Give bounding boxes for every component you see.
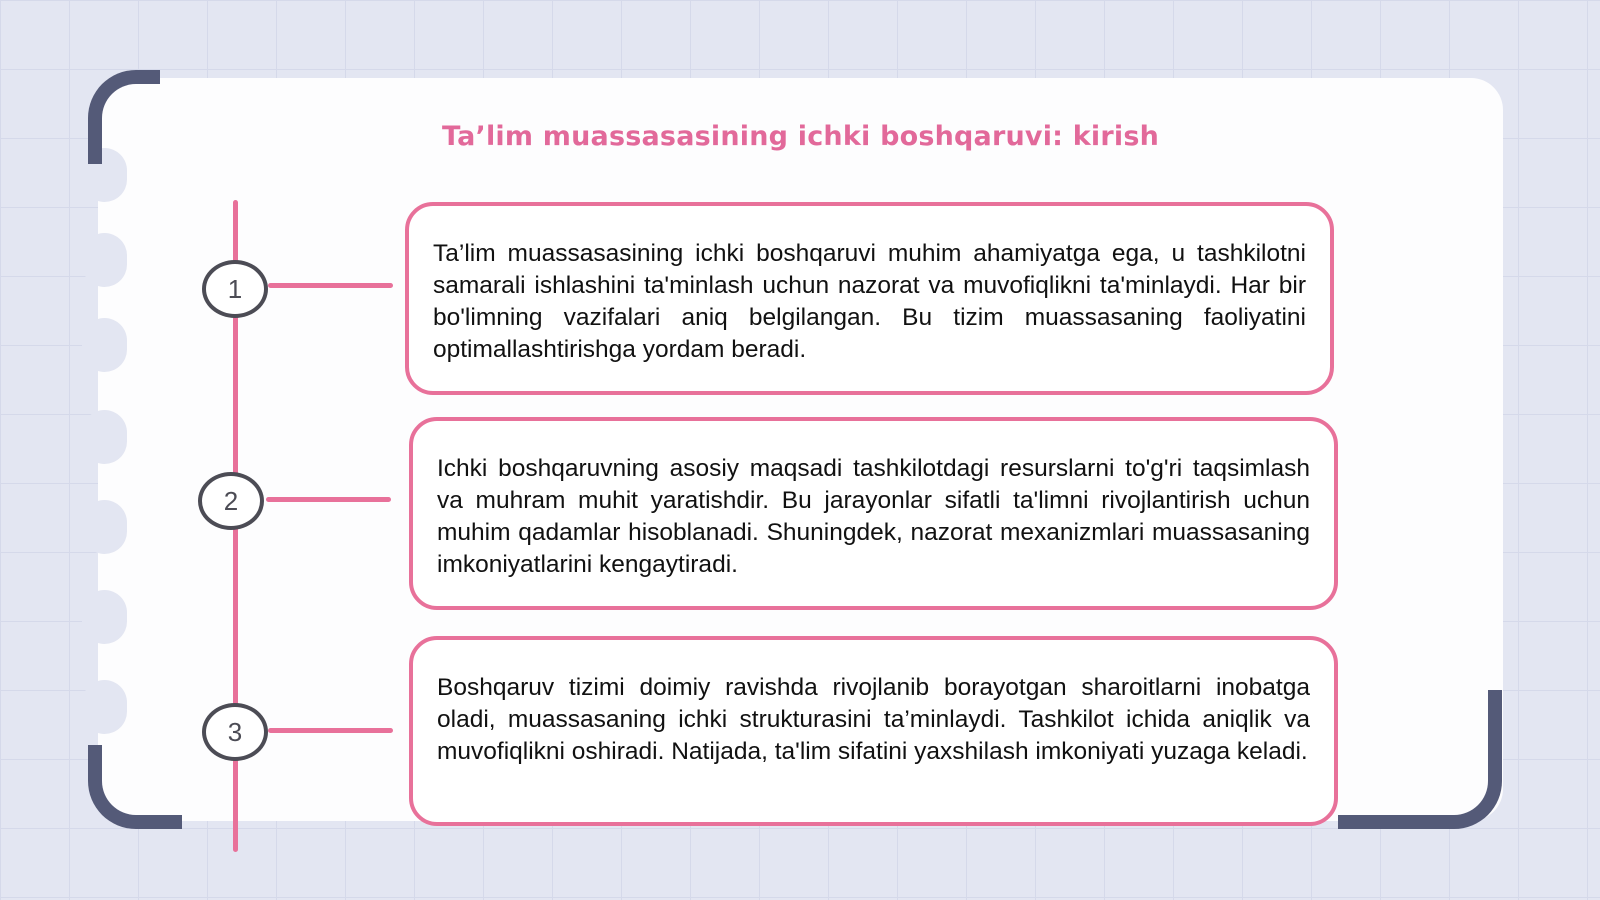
content-card: Ichki boshqaruvning asosiy maqsadi tashkilotdagi resurslarni to'g'ri taqsimlash va muhram muhit yaratishdir. Bu jarayonlar sifatli ta'limni rivojlantirish uchun muhim qadamlar hisoblanadi. Shuningdek, nazorat mexanizmlari muassasaning imkoniyatlarini kengaytiradi. bbox=[409, 417, 1338, 610]
paper-notch bbox=[82, 318, 127, 372]
step-number-badge: 1 bbox=[202, 260, 268, 318]
paper-notch bbox=[82, 590, 127, 644]
paper-notch bbox=[82, 233, 127, 287]
paper-notch bbox=[82, 680, 127, 734]
content-card: Boshqaruv tizimi doimiy ravishda rivojlanib borayotgan sharoitlarni inobatga oladi, muassasaning ichki strukturasini ta’minlaydi. Tashkilot ichida aniqlik va muvofiqlikni oshiradi. Natijada, ta'lim sifatini yaxshilash imkoniyati yuzaga keladi. bbox=[409, 636, 1338, 826]
slide-title: Ta’lim muassasasining ichki boshqaruvi: kirish bbox=[441, 121, 1160, 152]
frame-corner-bottom-right bbox=[1338, 690, 1502, 829]
content-card: Ta’lim muassasasining ichki boshqaruvi muhim ahamiyatga ega, u tashkilotni samarali ishlashini ta'minlash uchun nazorat va muvofiqlikni ta'minlaydi. Har bir bo'limning vazifalari aniq belgilangan. Bu tizim muassasaning faoliyatini optimallashtirishga yordam beradi. bbox=[405, 202, 1334, 395]
timeline-connector bbox=[266, 497, 391, 502]
timeline-connector bbox=[268, 283, 393, 288]
timeline-connector bbox=[268, 728, 393, 733]
step-number-badge: 2 bbox=[198, 472, 264, 530]
paper-notch bbox=[82, 410, 127, 464]
frame-corner-bottom-left bbox=[88, 745, 182, 829]
step-number-badge: 3 bbox=[202, 703, 268, 761]
paper-notch bbox=[82, 500, 127, 554]
